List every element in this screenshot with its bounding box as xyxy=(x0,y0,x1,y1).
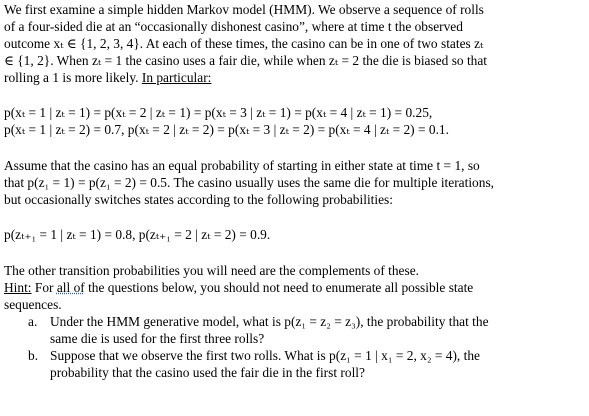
intro-line-2: of a four-sided die at an “occasionally dishonest casino”, where at time t the observed xyxy=(4,19,463,34)
transition-equation xyxy=(4,226,585,243)
question-marker: b. xyxy=(28,348,39,363)
question-a-line-2: same die is used for the first three rolls? xyxy=(50,331,265,346)
intro-line-4: ∈ {1, 2}. When zₜ = 1 the casino uses a fair die, while when zₜ = 2 the die is biased so that xyxy=(4,53,488,68)
emission-equations xyxy=(4,104,585,138)
question-a xyxy=(28,313,585,347)
question-marker: a. xyxy=(28,314,38,329)
hint-all-of: all of xyxy=(56,280,85,295)
question-b xyxy=(28,347,585,381)
intro-line-3: outcome xₜ ∈ {1, 2, 3, 4}. At each of these times, the casino can be in one of two states zₜ xyxy=(4,36,484,51)
hint-label: Hint: xyxy=(4,280,32,295)
complements-paragraph xyxy=(4,262,585,313)
question-b-line-1: Suppose that we observe the first two rolls. What is p(z₁ = 1 | x₁ = 2, x₂ = 4), the xyxy=(50,348,480,363)
in-particular-label: In particular: xyxy=(141,70,212,85)
assume-line-2: that p(z₁ = 1) = p(z₁ = 2) = 0.5. The casino usually uses the same die for multiple iterations, xyxy=(4,175,495,190)
intro-paragraph xyxy=(4,1,585,86)
hint-text-post: the questions below, you should not need to enumerate all possible state xyxy=(84,280,474,295)
hint-line-2: sequences. xyxy=(4,297,62,312)
intro-line-5: rolling a 1 is more likely. xyxy=(4,70,142,85)
question-list xyxy=(4,313,585,381)
assume-line-3: but occasionally switches states according to the following probabilities: xyxy=(4,192,393,207)
assumption-paragraph xyxy=(4,157,585,208)
document xyxy=(0,1,589,381)
hint-text-pre: For xyxy=(31,280,57,295)
question-a-line-1: Under the HMM generative model, what is p(z₁ = z₂ = z₃), the probability that the xyxy=(50,314,489,329)
transition-line-1: p(zₜ₊₁ = 1 | zₜ = 1) = 0.8, p(zₜ₊₁ = 2 | zₜ = 2) = 0.9. xyxy=(4,227,271,242)
question-b-line-2: probability that the casino used the fair die in the first roll? xyxy=(50,365,365,380)
intro-line-1: We first examine a simple hidden Markov model (HMM). We observe a sequence of rolls xyxy=(4,2,484,17)
complements-line: The other transition probabilities you will need are the complements of these. xyxy=(4,263,419,278)
emission-line-2: p(xₜ = 1 | zₜ = 2) = 0.7, p(xₜ = 2 | zₜ = 2) = p(xₜ = 3 | zₜ = 2) = p(xₜ = 4 | zₜ = 2) = 0.1. xyxy=(4,122,449,137)
emission-line-1: p(xₜ = 1 | zₜ = 1) = p(xₜ = 2 | zₜ = 1) = p(xₜ = 3 | zₜ = 1) = p(xₜ = 4 | zₜ = 1) = 0.25, xyxy=(4,105,433,120)
assume-line-1: Assume that the casino has an equal probability of starting in either state at time t = 1, so xyxy=(4,158,480,173)
